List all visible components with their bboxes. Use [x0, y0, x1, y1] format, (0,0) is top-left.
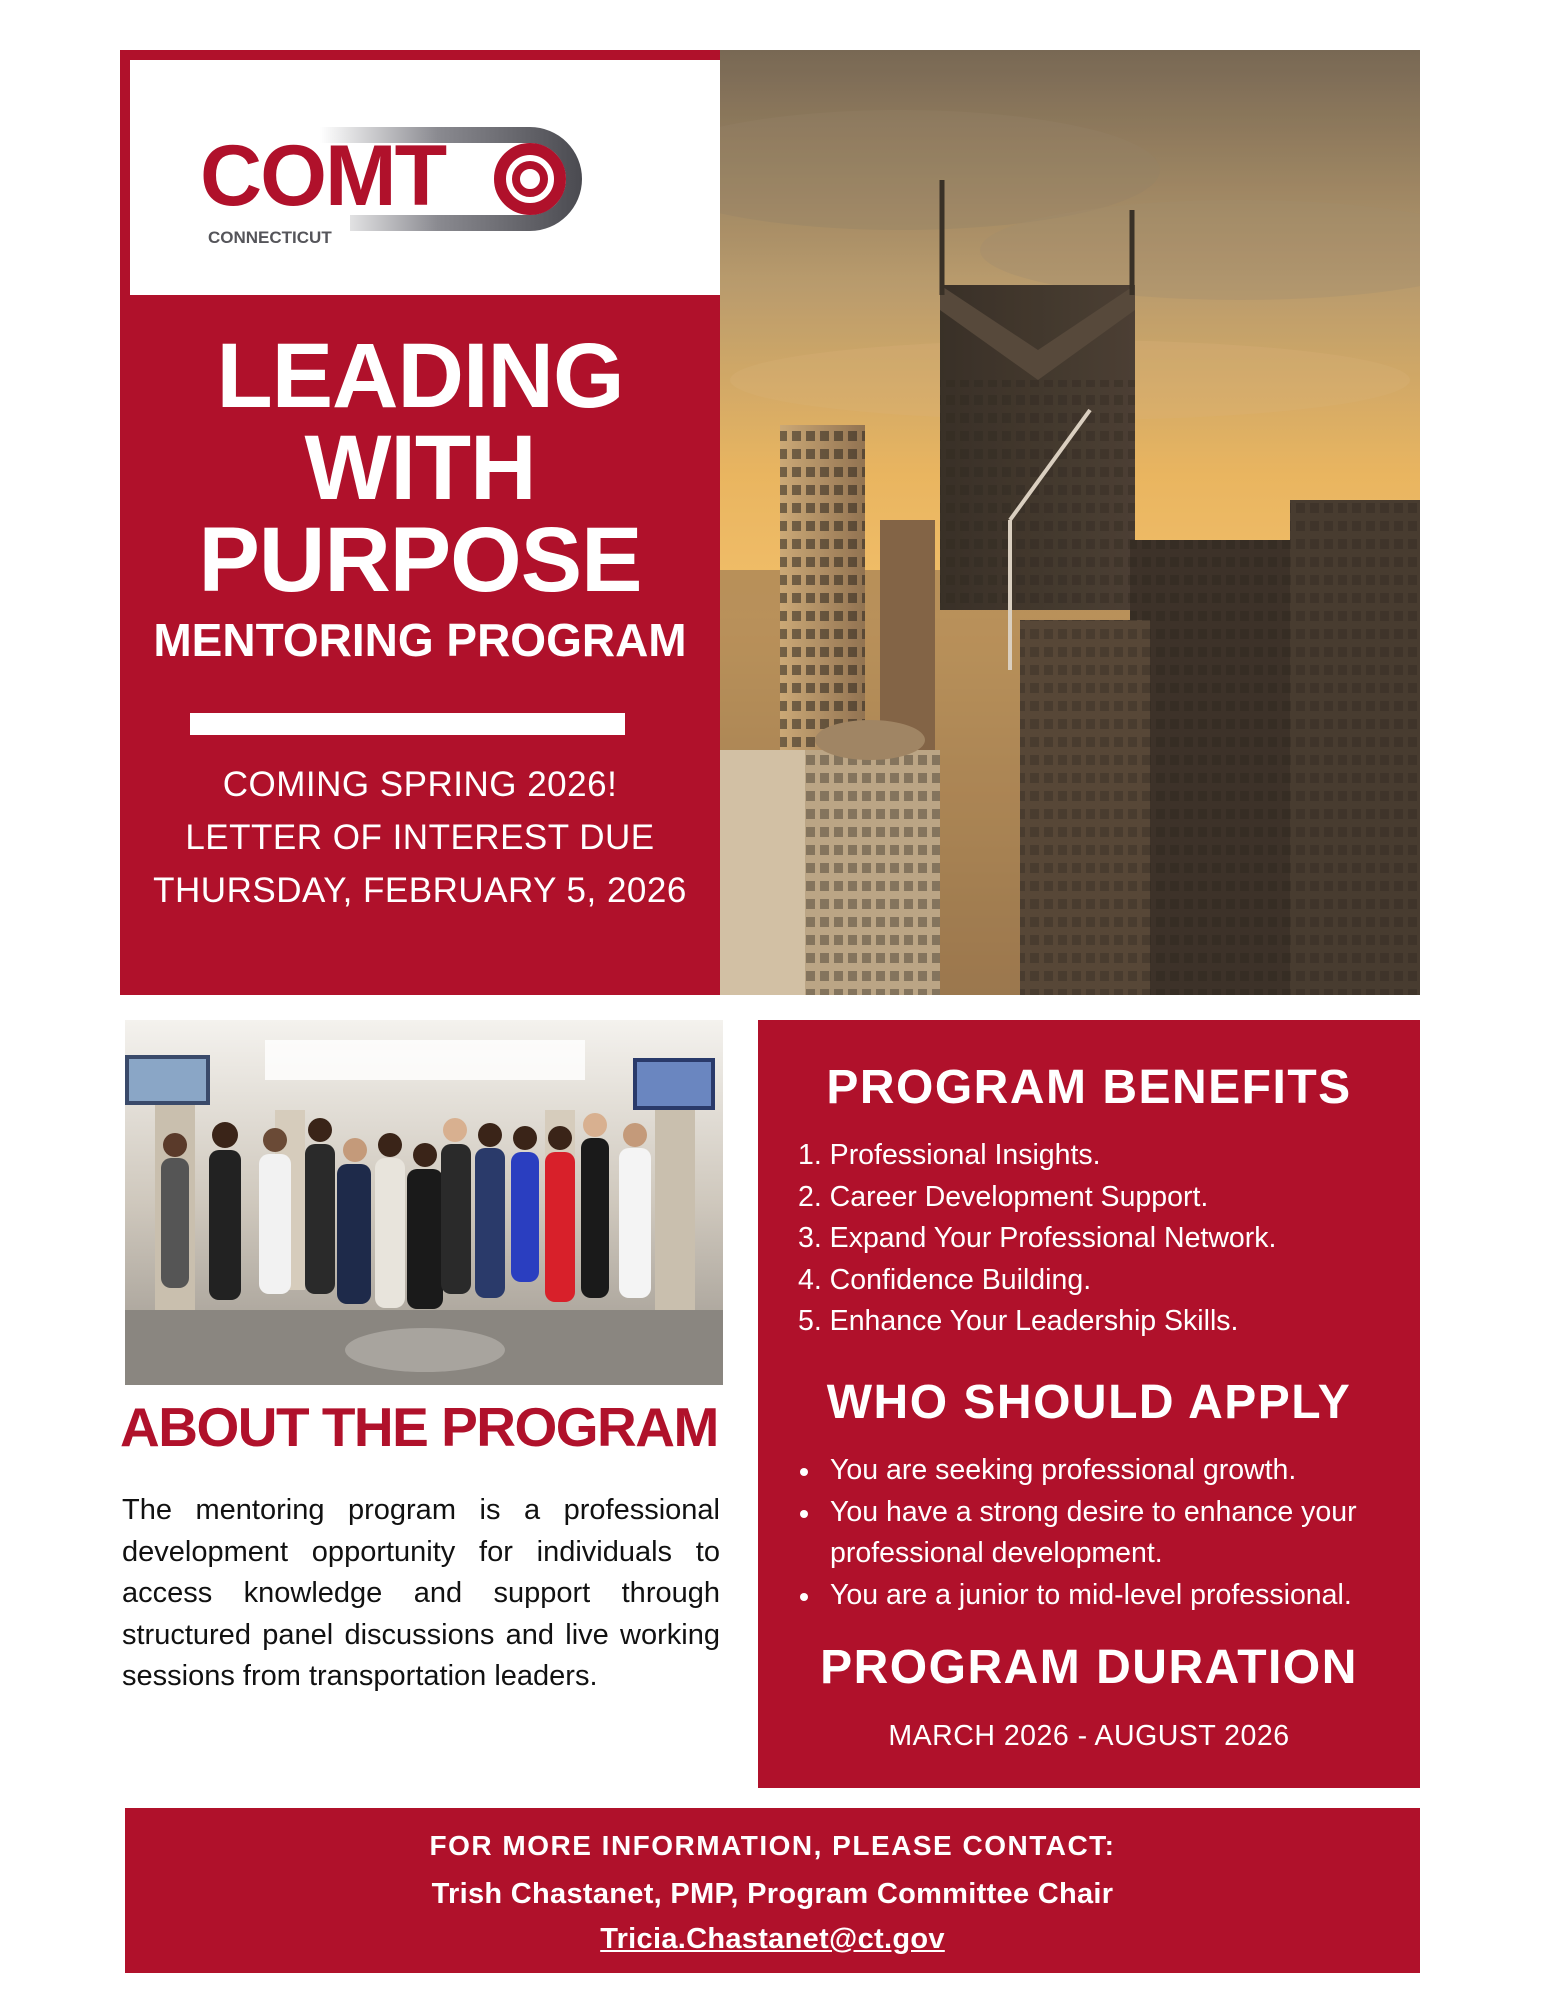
hero-info-line: LETTER OF INTEREST DUE: [185, 818, 655, 857]
list-item: 4. Confidence Building.: [798, 1263, 1092, 1296]
contact-email-link[interactable]: Tricia.Chastanet@ct.gov: [600, 1923, 945, 1955]
hero-subtitle: MENTORING PROGRAM: [153, 614, 687, 666]
benefits-list: [798, 1135, 1408, 1343]
apply-list: [798, 1450, 1418, 1616]
hero-divider: [190, 713, 625, 735]
logo-region: CONNECTICUT: [208, 228, 332, 247]
duration-heading: PROGRAM DURATION: [820, 1641, 1358, 1694]
list-item: 5. Enhance Your Leadership Skills.: [798, 1305, 1239, 1337]
list-item: 1. Professional Insights.: [798, 1139, 1101, 1171]
contact-email-row: [125, 1923, 1420, 1956]
city-skyline-image: [720, 50, 1420, 995]
list-item: 2. Career Development Support.: [798, 1180, 1209, 1213]
logo-box: [120, 50, 720, 295]
hero-info-line: COMING SPRING 2026!: [222, 765, 618, 804]
duration-value: MARCH 2026 - AUGUST 2026: [888, 1720, 1290, 1752]
hero-panel: [120, 295, 720, 995]
hero-info-line: THURSDAY, FEBRUARY 5, 2026: [153, 871, 687, 910]
about-body: The mentoring program is a professional development opportunity for individuals to access knowledge and support through structured panel discussions and live working sessions from transportation leaders.: [122, 1494, 720, 1692]
list-item: You are seeking professional growth.: [798, 1450, 1418, 1492]
contact-panel: [125, 1808, 1420, 1973]
list-item: 3. Expand Your Professional Network.: [798, 1222, 1277, 1254]
contact-label: FOR MORE INFORMATION, PLEASE CONTACT:: [429, 1830, 1116, 1861]
info-panel: [758, 1020, 1420, 1788]
group-photo: [125, 1020, 723, 1385]
comto-logo: [200, 115, 620, 255]
list-item: You have a strong desire to enhance your professional development.: [798, 1492, 1418, 1575]
hero-title-line: WITH: [304, 417, 536, 519]
apply-heading: WHO SHOULD APPLY: [826, 1376, 1352, 1429]
logo-wordmark: COMT: [200, 128, 446, 224]
contact-name: Trish Chastanet, PMP, Program Committee Chair: [431, 1878, 1114, 1910]
about-heading: ABOUT THE PROGRAM: [120, 1396, 718, 1458]
list-item: You are a junior to mid-level professional.: [798, 1575, 1418, 1617]
hero-title-line: LEADING: [216, 325, 624, 427]
hero-title-line: PURPOSE: [198, 509, 642, 611]
benefits-heading: PROGRAM BENEFITS: [826, 1061, 1352, 1114]
